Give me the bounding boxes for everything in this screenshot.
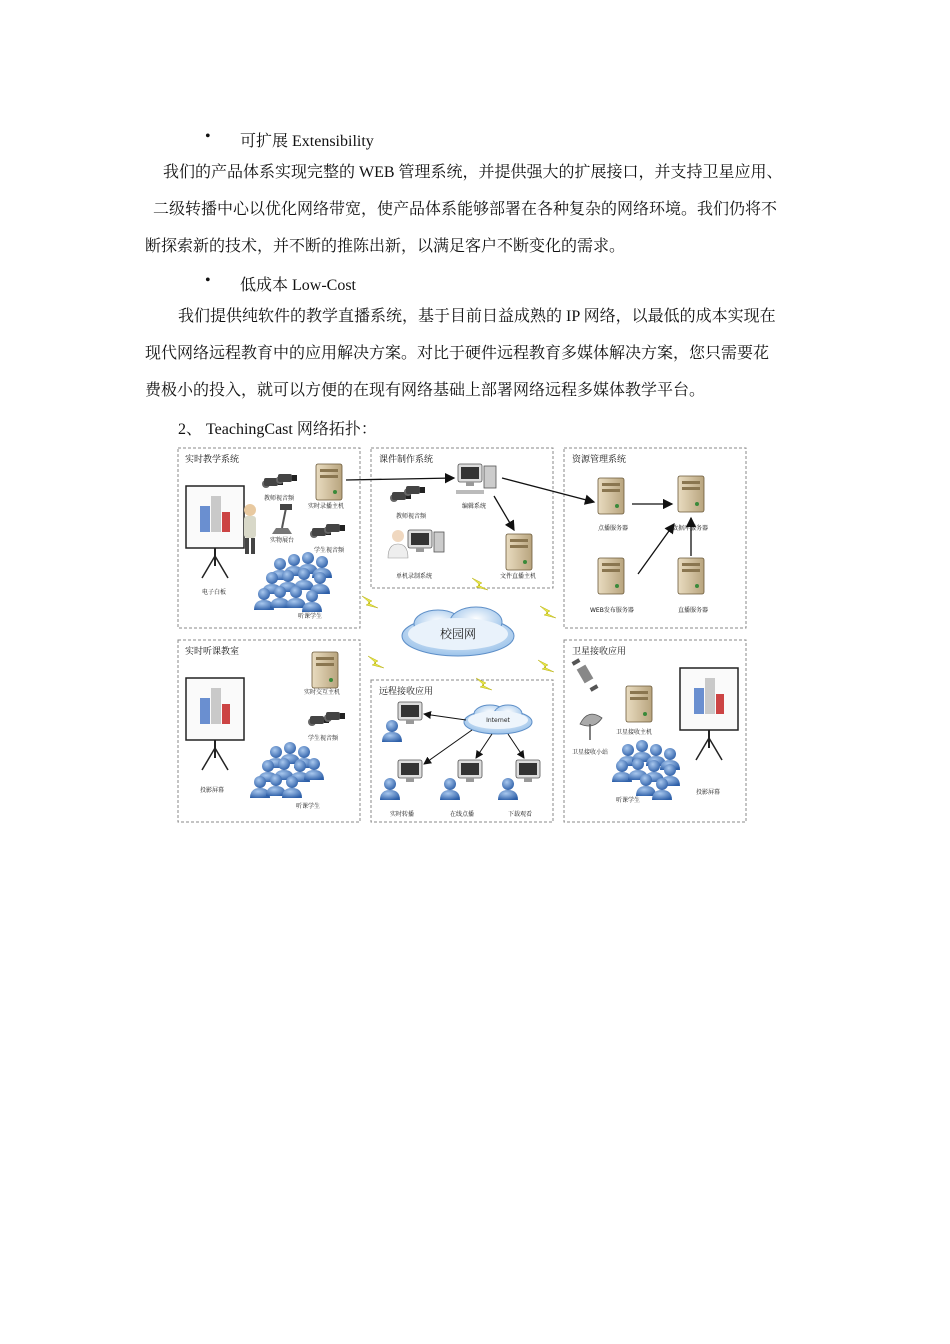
- remote-client-icon: [440, 760, 482, 800]
- internet-cloud: [464, 705, 532, 734]
- remote-client-icon: [382, 702, 422, 742]
- server-icon: [598, 478, 624, 514]
- label-whiteboard: 电子白板: [202, 589, 227, 596]
- server-icon: [678, 476, 704, 512]
- box-title: 卫星接收应用: [572, 647, 627, 657]
- satellite-icon: [572, 658, 599, 691]
- label-projector-screen: 投影屏幕: [696, 789, 721, 796]
- label-edit-system: 编辑系统: [462, 503, 487, 510]
- label-interactive-host: 实时交互主机: [304, 689, 341, 696]
- server-icon: [506, 534, 532, 570]
- remote-client-icon: [380, 760, 422, 800]
- label-listening-students: 听课学生: [296, 803, 321, 810]
- cloud-label: Internet: [486, 717, 510, 724]
- arrow: [502, 478, 594, 502]
- camera-icon: [324, 524, 345, 534]
- label-listening-students: 听课学生: [298, 613, 323, 620]
- box-title: 实时听课教室: [185, 647, 240, 657]
- paragraph-line: 二级转播中心以优化网络带宽，使产品体系能够部署在各种复杂的网络环境。我们仍将不: [153, 201, 778, 218]
- label-db-server: 数据库服务器: [672, 525, 709, 532]
- arrow: [508, 734, 524, 758]
- arrow: [424, 714, 466, 720]
- box-title: 资源管理系统: [572, 455, 627, 465]
- label-download-view: 下载观看: [508, 811, 533, 818]
- server-icon: [598, 558, 624, 594]
- network-topology-diagram: [176, 446, 748, 824]
- box-title: 实时教学系统: [185, 455, 240, 465]
- label-realtime-record-host: 实时录播主机: [308, 503, 345, 510]
- label-web-server: WEB发布服务器: [590, 607, 634, 614]
- label-file-live-host: 文件直播主机: [500, 573, 537, 580]
- box-title: 远程接收应用: [379, 687, 434, 697]
- satellite-dish-icon: [580, 714, 602, 740]
- label-student-av: 学生视音频: [308, 735, 339, 742]
- students-crowd-icon: [254, 552, 332, 612]
- paragraph-low-cost: [145, 298, 810, 409]
- label-realtime-relay: 实时转播: [390, 811, 415, 818]
- server-icon: [316, 464, 342, 500]
- visualizer-icon: [272, 504, 292, 534]
- box-remote-receive: [371, 680, 553, 822]
- camera-icon: [404, 486, 425, 496]
- label-visualizer: 实物展台: [270, 537, 295, 544]
- label-vod-server: 点播服务器: [598, 525, 629, 532]
- paragraph-extensibility: [145, 154, 810, 265]
- arrow: [424, 730, 472, 764]
- paragraph-line: 断探索新的技术，并不断的推陈出新，以满足客户不断变化的需求。: [145, 238, 626, 255]
- paragraph-line: 我们提供纯软件的教学直播系统，基于目前日益成熟的 IP 网络，以最低的成本实现在: [178, 308, 776, 325]
- label-sat-host: 卫星接收主机: [616, 729, 653, 736]
- label-teacher-av: 教师视音频: [264, 495, 295, 502]
- topology-heading: 2、 TeachingCast 网络拓扑：: [178, 421, 377, 438]
- box-resource-mgmt: [564, 448, 746, 628]
- paragraph-line: 现代网络远程教育中的应用解决方案。对比于硬件远程教育多媒体解决方案，您只需要花: [145, 345, 770, 362]
- arrow: [476, 734, 492, 758]
- label-standalone-record: 单机录制系统: [396, 573, 433, 580]
- label-online-vod: 在线点播: [450, 811, 475, 818]
- projector-screen-icon: [680, 668, 738, 760]
- lightning-icon: [540, 606, 556, 618]
- section-heading-low-cost: 低成本 Low-Cost: [240, 277, 357, 294]
- box-title: 课件制作系统: [379, 455, 434, 465]
- section-heading-extensibility: 可扩展 Extensibility: [240, 133, 374, 150]
- whiteboard-icon: [186, 486, 244, 578]
- label-live-server: 直播服务器: [678, 607, 709, 614]
- label-listening-students: 听课学生: [616, 797, 641, 804]
- students-crowd-icon: [612, 740, 680, 800]
- server-icon: [678, 558, 704, 594]
- edit-system-icon: [456, 464, 496, 494]
- paragraph-line: 我们的产品体系实现完整的 WEB 管理系统，并提供强大的扩展接口，并支持卫星应用、: [163, 164, 783, 181]
- cloud-label: 校园网: [439, 627, 477, 641]
- camera-icon: [324, 712, 345, 722]
- lightning-icon: [538, 660, 554, 672]
- camera-icon: [276, 474, 297, 484]
- label-student-av: 学生视音频: [314, 547, 345, 554]
- server-icon: [626, 686, 652, 722]
- lightning-icon: [362, 596, 378, 608]
- lightning-icon: [368, 656, 384, 668]
- projector-screen-icon: [186, 678, 244, 770]
- label-projector-screen: 投影屏幕: [200, 787, 225, 794]
- arrow: [494, 496, 514, 530]
- bullet-dot: •: [205, 272, 211, 289]
- students-crowd-icon: [250, 742, 324, 798]
- bullet-dot: •: [205, 128, 211, 145]
- remote-client-icon: [498, 760, 540, 800]
- campus-network-cloud: [402, 607, 514, 656]
- server-icon: [312, 652, 338, 688]
- paragraph-line: 费极小的投入，就可以方便的在现有网络基础上部署网络远程多媒体教学平台。: [145, 382, 706, 399]
- arrow: [346, 478, 454, 480]
- teacher-icon: [244, 504, 256, 554]
- label-sat-station: 卫星接收小站: [572, 749, 609, 756]
- arrow: [638, 524, 674, 574]
- label-teacher-av: 教师视音频: [396, 513, 427, 520]
- standalone-record-icon: [388, 530, 444, 558]
